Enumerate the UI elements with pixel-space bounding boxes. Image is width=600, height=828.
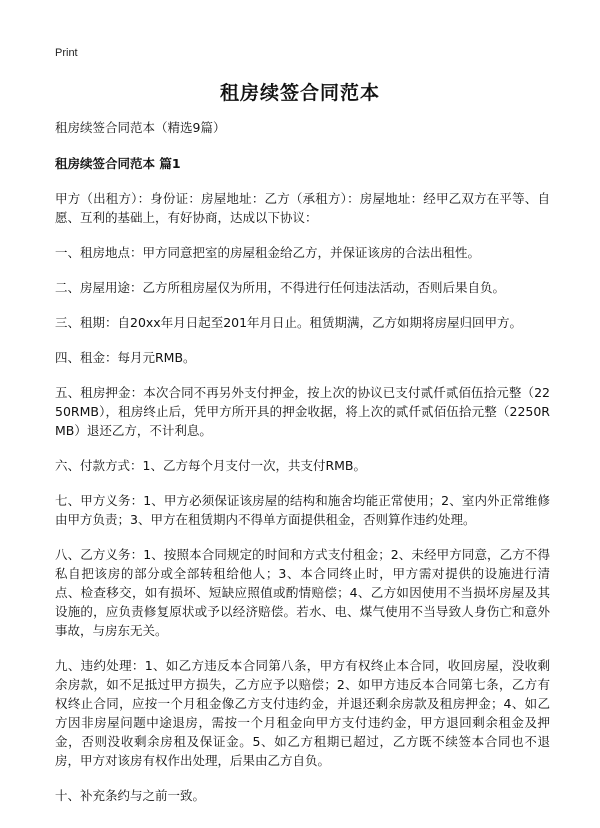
paragraph-parties: 甲方（出租方）：身份证：房屋地址：乙方（承租方）：房屋地址：经甲乙双方在平等、自愿、互利的基础上，有好协商，达成以下协议： xyxy=(55,191,550,225)
paragraph-rent: 四、租金：每月元RMB。 xyxy=(55,350,196,365)
paragraph-term: 三、租期：自20xx年月日起至201年月日止。租赁期满，乙方如期将房屋归回甲方。 xyxy=(55,315,523,330)
paragraph-tenant-duties: 八、乙方义务：1、按照本合同规定的时间和方式支付租金；2、未经甲方同意，乙方不得私自把该房的部分或全部转租给他人；3、本合同终止时，甲方需对提供的设施进行清点、检查移交，如有损坏、短缺应照值或酌情赔偿；4、乙方如因使用不当损坏房屋及其设施的，应负责修复原状或予以经济赔偿。若水、电、煤气使用不当导致人身伤亡和意外事故，与房东无关。 xyxy=(55,547,550,638)
paragraph-usage: 二、房屋用途：乙方所租房屋仅为所用，不得进行任何违法活动，否则后果自负。 xyxy=(55,280,506,295)
section-heading: 租房续签合同范本 篇1 xyxy=(55,156,181,171)
page-title: 租房续签合同范本 xyxy=(219,82,380,104)
paragraph-deposit: 五、租房押金：本次合同不再另外支付押金，按上次的协议已支付贰仟贰佰伍拾元整（2250RMB），租房终止后，凭甲方所开具的押金收据，将上次的贰仟贰佰伍拾元整（2250RMB）退还乙方，不计利息。 xyxy=(55,385,550,438)
paragraph-payment: 六、付款方式：1、乙方每个月支付一次，共支付RMB。 xyxy=(55,458,366,473)
paragraph-supplement: 十、补充条约与之前一致。 xyxy=(55,788,206,803)
document-body xyxy=(55,118,550,821)
document-subtitle: 租房续签合同范本（精选9篇） xyxy=(55,120,226,135)
paragraph-breach: 九、违约处理：1、如乙方违反本合同第八条，甲方有权终止本合同，收回房屋，没收剩余房款，如不足抵过甲方损失，乙方应予以赔偿；2、如甲方违反本合同第七条，乙方有权终止合同，应按一个月租金像乙方支付违约金，并退还剩余房款及租房押金；4、如乙方因非房屋问题中途退房，需按一个月租金向甲方支付违约金，甲方退回剩余租金及押金，否则没收剩余房租及保证金。5、如乙方租期已超过，乙方既不续签本合同也不退房，甲方对该房有权作出处理，后果由乙方自负。 xyxy=(55,658,550,768)
print-link[interactable]: Print xyxy=(55,47,78,59)
paragraph-landlord-duties: 七、甲方义务：1、甲方必须保证该房屋的结构和施舍均能正常使用；2、室内外正常维修由甲方负责；3、甲方在租赁期内不得单方面提供租金，否则算作违约处理。 xyxy=(55,493,550,527)
paragraph-location: 一、租房地点：甲方同意把室的房屋租金给乙方，并保证该房的合法出租性。 xyxy=(55,245,481,260)
